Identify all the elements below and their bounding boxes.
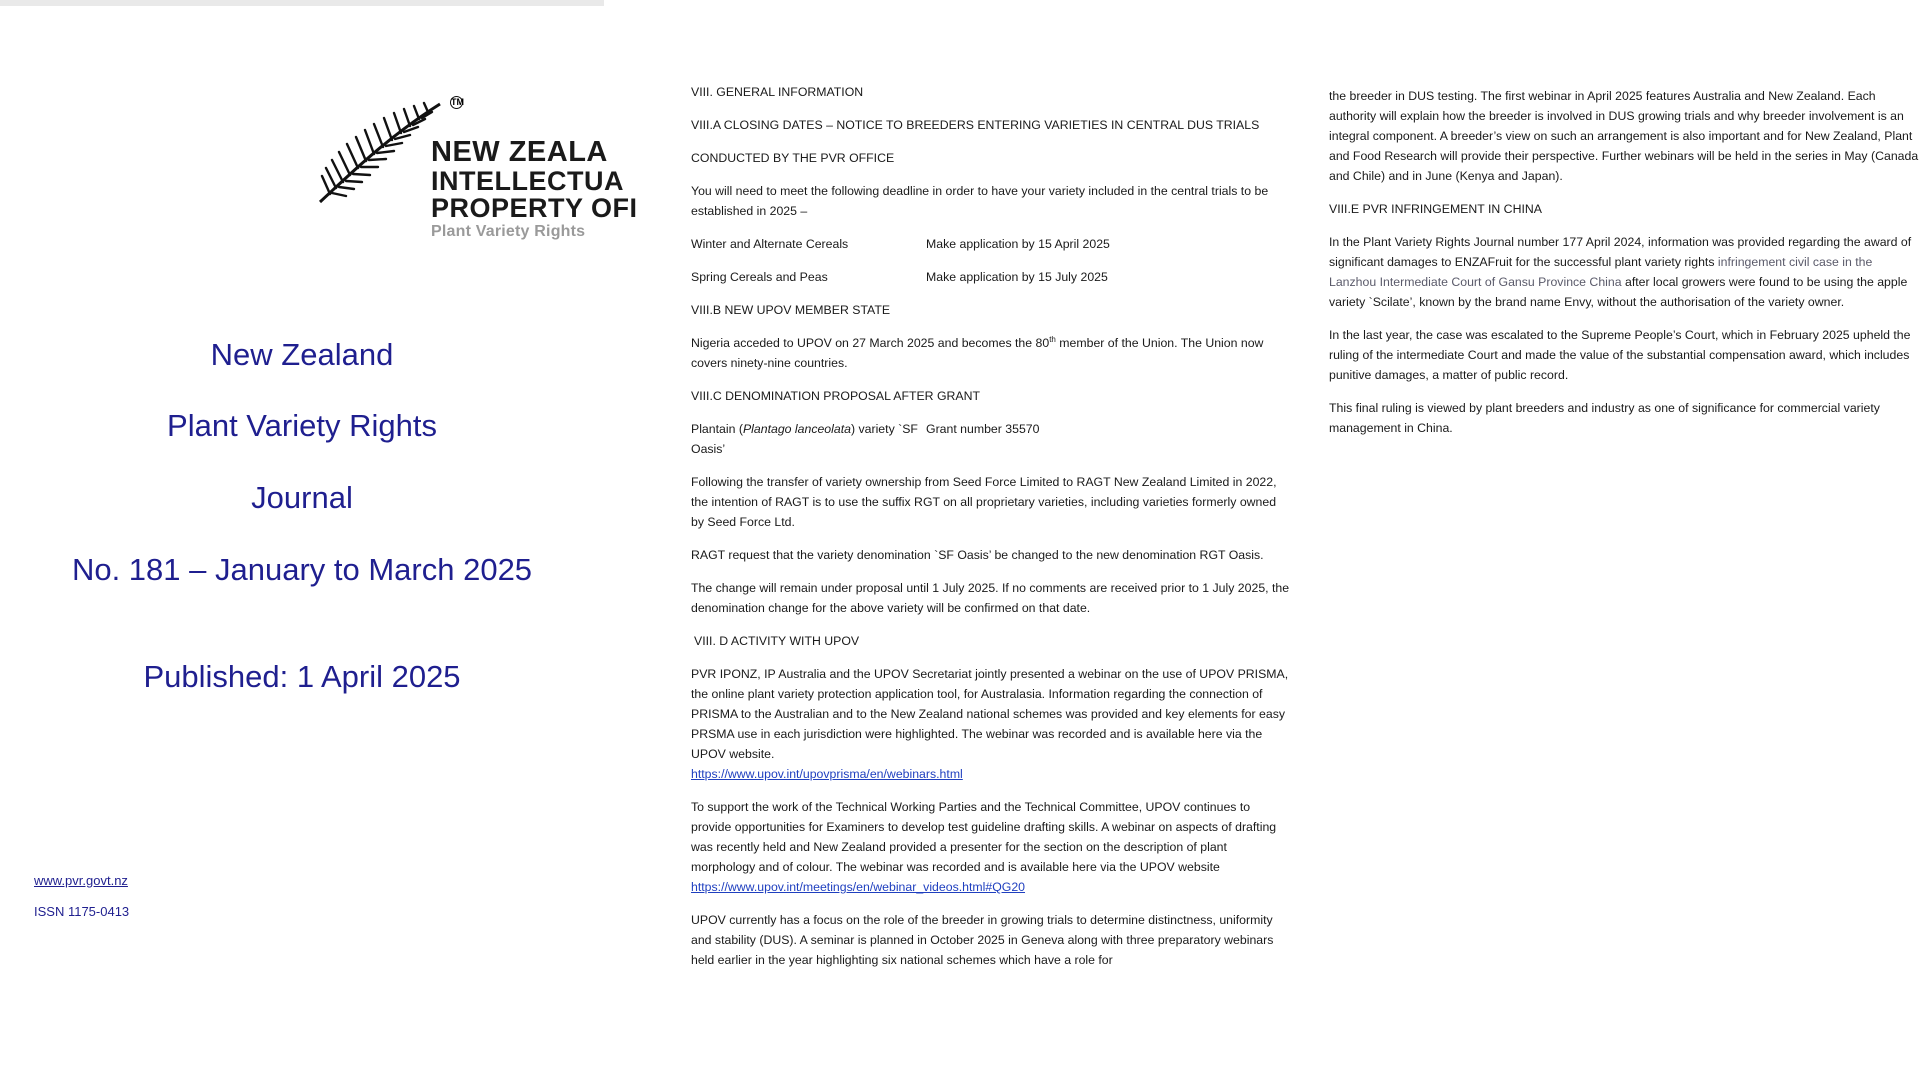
deadline-intro: You will need to meet the following deadline in order to have your variety included in the central trials to be established in 2025 – — [691, 184, 1269, 218]
cover-title-country: New Zealand — [210, 337, 394, 372]
logo-text-line2: INTELLECTUA — [431, 166, 624, 196]
plantain-variety-name: ) variety `SF Oasis’ — [691, 422, 918, 456]
deadline-crop: Spring Cereals and Peas — [691, 270, 828, 284]
prisma-text: PVR IPONZ, IP Australia and the UPOV Secretariat jointly presented a webinar on the use of UPOV PRISMA, the online plant variety protection application tool, for Australasia. Information regarding the connection of PRISMA to the Australian and to the New Zealand national schemes was provided and key elements for easy PRSMA use in each jurisdiction were highlighted. The webinar was recorded and is available here via the UPOV website. — [691, 667, 1289, 761]
cover-issue-number: No. 181 – January to March 2025 — [71, 552, 533, 587]
deadline-date: Make application by 15 April 2025 — [926, 237, 1110, 251]
logo-text-line1: NEW ZEALA — [431, 136, 608, 168]
nigeria-text-end: member of the Union. The Union now covers ninety-nine countries. — [691, 336, 1264, 370]
journal-column-right — [1329, 86, 1919, 451]
transfer-paragraph: Following the transfer of variety ownership from Seed Force Limited to RAGT New Zealand Limited in 2022, the intention of RAGT is to use the suffix RGT on all proprietary varieties, including varieties formerly owned by Seed Force Ltd. — [691, 475, 1277, 529]
dus-focus-paragraph: UPOV currently has a focus on the role of the breeder in growing trials to determine distinctness, uniformity and stability (DUS). A seminar is planned in October 2025 in Geneva along with three preparatory webinars held earlier in the year highlighting six national schemes which have a role for — [691, 913, 1274, 967]
journal-cover — [0, 0, 638, 1080]
nigeria-text: Nigeria acceded to UPOV on 27 March 2025 and becomes the 80 — [691, 336, 1050, 350]
silver-fern-icon — [316, 98, 444, 208]
plantain-row — [691, 419, 1291, 459]
deadline-crop: Winter and Alternate Cereals — [691, 237, 849, 251]
section-heading-viii-a: VIII.A CLOSING DATES – NOTICE TO BREEDERS ENTERING VARIETIES IN CENTRAL DUS TRIALS — [691, 118, 1260, 132]
journal-column-left — [691, 82, 1291, 983]
deadline-row — [691, 267, 1291, 287]
dus-continued-paragraph: the breeder in DUS testing. The first webinar in April 2025 features Australia and New Zealand. Each authority will explain how the breeder is involved in DUS growing trials and why breeder involvement is an integral component. A breeder’s view on such an arrangement is also important and for New Zealand, Plant and Food Research will provide their perspective. Further webinars will be held in the series in May (Canada and Chile) and in June (Kenya and Japan). — [1329, 89, 1919, 183]
webinar-videos-link[interactable]: https://www.upov.int/meetings/en/webinar_videos.html#QG20 — [691, 880, 1026, 894]
supreme-court-paragraph: In the last year, the case was escalated to the Supreme People’s Court, which in February 2025 upheld the ruling of the intermediate Court and made the value of the substantial compensation award, which includes punitive damages, a matter of public record. — [1329, 328, 1911, 382]
prisma-paragraph — [691, 664, 1291, 784]
logo-subtitle: Plant Variety Rights — [431, 223, 586, 240]
prisma-webinar-link[interactable]: https://www.upov.int/upovprisma/en/webinars.html — [691, 767, 963, 781]
cover-title-pvr: Plant Variety Rights — [167, 408, 437, 443]
deadline-date: Make application by 15 July 2025 — [926, 270, 1108, 284]
proposal-paragraph: The change will remain under proposal until 1 July 2025. If no comments are received prior to 1 July 2025, the denomination change for the above variety will be confirmed on that date. — [691, 581, 1290, 615]
china-paragraph — [1329, 232, 1919, 312]
twp-paragraph — [691, 797, 1291, 897]
final-ruling-paragraph: This final ruling is viewed by plant breeders and industry as one of significance for commercial variety management in China. — [1329, 401, 1880, 435]
china-text: In the Plant Variety Rights Journal number 177 April 2024, information was provided regarding the award of significant damages to ENZAFruit for the successful plant variety rights — [1329, 235, 1912, 269]
plantain-text: Plantain ( — [691, 422, 743, 436]
issn-number: ISSN 1175-0413 — [34, 904, 130, 919]
twp-text: To support the work of the Technical Working Parties and the Technical Committee, UPOV continues to provide opportunities for Examiners to develop test guideline drafting skills. A webinar on aspects of drafting was recently held and New Zealand provided a presenter for the section on the description of plant morphology and of colour. The webinar was recorded and is available here via the UPOV website — [691, 800, 1277, 874]
cover-title-journal: Journal — [251, 480, 353, 515]
china-case-text: infringement civil case in the Lanzhou Intermediate Court of Gansu Province China — [1329, 255, 1873, 289]
nigeria-paragraph — [691, 333, 1291, 373]
pvr-website-link[interactable]: www.pvr.govt.nz — [34, 873, 128, 888]
ragt-request-paragraph: RAGT request that the variety denomination `SF Oasis’ be changed to the new denomination RGT Oasis. — [691, 548, 1264, 562]
trademark-icon: TM — [451, 97, 464, 107]
section-heading-conducted: CONDUCTED BY THE PVR OFFICE — [691, 151, 895, 165]
grant-number: Grant number 35570 — [926, 422, 1040, 436]
logo-text-line3: PROPERTY OFI — [431, 193, 638, 223]
cover-published-date: Published: 1 April 2025 — [143, 659, 461, 694]
china-text-end: after local growers were found to be using the apple variety `Scilate’, known by the brand name Envy, without the authorisation of the variety owner. — [1329, 275, 1908, 309]
section-heading-viii-b: VIII.B NEW UPOV MEMBER STATE — [691, 303, 891, 317]
ordinal-suffix: th — [1049, 334, 1056, 344]
section-heading-viii-d: VIII. D ACTIVITY WITH UPOV — [694, 634, 860, 648]
deadline-row — [691, 234, 1291, 254]
section-heading-viii: VIII. GENERAL INFORMATION — [691, 85, 864, 99]
plantain-variety — [691, 419, 926, 459]
section-heading-viii-e: VIII.E PVR INFRINGEMENT IN CHINA — [1329, 202, 1542, 216]
iponz-logo — [316, 96, 638, 246]
section-heading-viii-c: VIII.C DENOMINATION PROPOSAL AFTER GRANT — [691, 389, 981, 403]
plantain-latin-name: Plantago lanceolata — [742, 422, 851, 436]
